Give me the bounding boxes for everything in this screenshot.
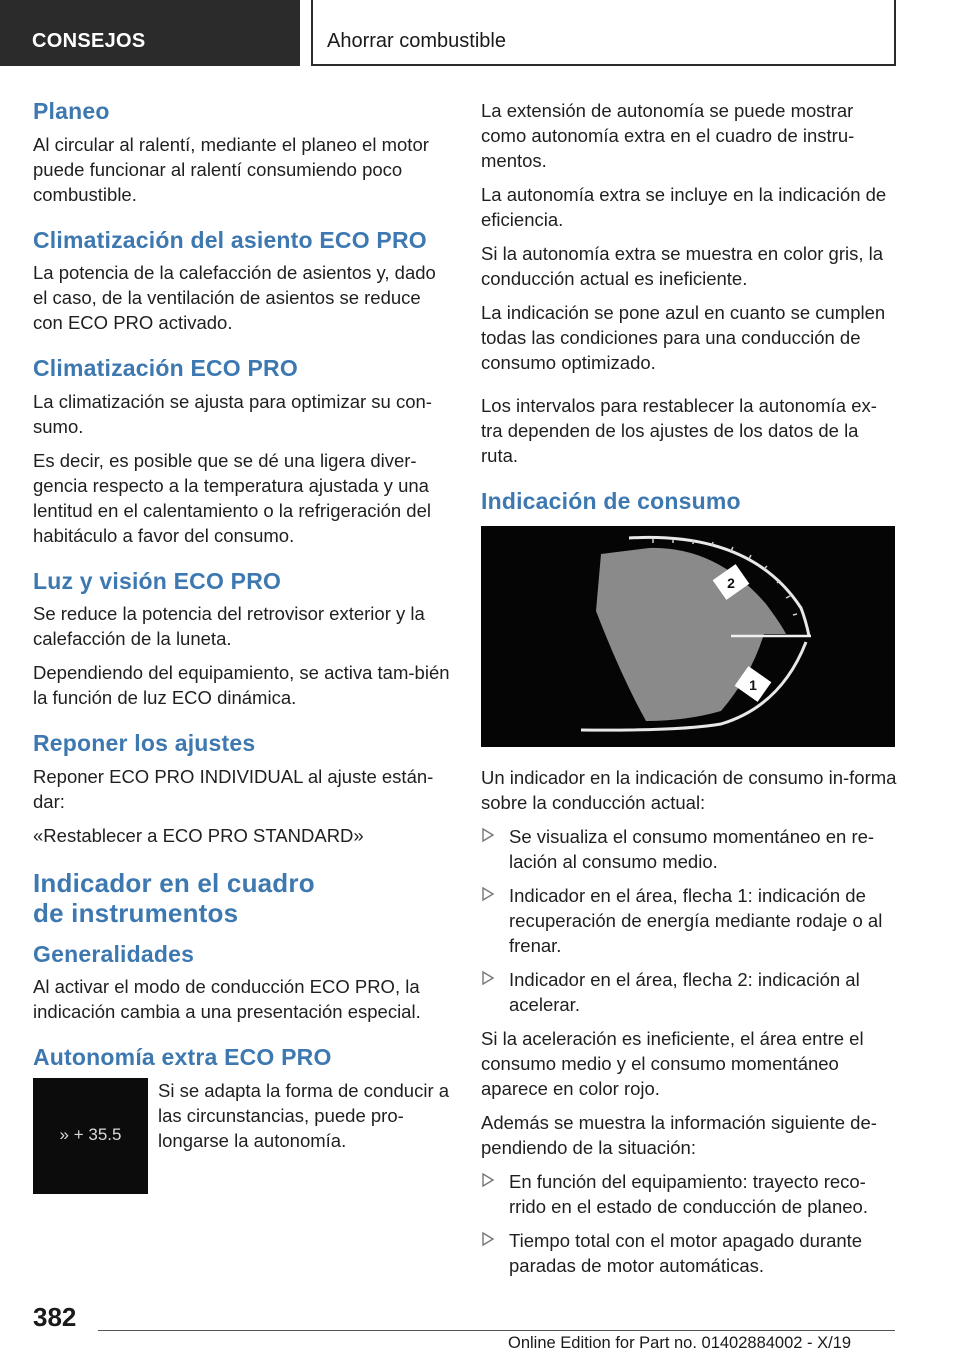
list-item-text: Indicador en el área, flecha 1: indicación de recuperación de energía mediante rodaje o al frenar.: [509, 884, 883, 956]
list-item: [481, 1228, 897, 1278]
heading-reponer-ajustes: Reponer los ajustes: [33, 730, 256, 757]
section-tab: CONSEJOS: [0, 0, 300, 66]
list-item: [481, 824, 897, 874]
triangle-bullet-icon: [481, 886, 495, 902]
consumption-gauge-image: [481, 526, 895, 747]
triangle-bullet-icon: [481, 1172, 495, 1188]
list-item: [481, 1169, 897, 1219]
asiento-text: La potencia de la calefacción de asientos y, dado el caso, de la ventilación de asientos se reduce con ECO PRO activado.: [33, 262, 436, 334]
triangle-bullet-icon: [481, 970, 495, 986]
eco-range-display-image: [33, 1078, 148, 1194]
generalidades-text: Al activar el modo de conducción ECO PRO, la indicación cambia a una presentación especial.: [33, 976, 421, 1023]
list-item-text: Se visualiza el consumo momentáneo en re-lación al consumo medio.: [509, 825, 875, 872]
reponer-text-2: «Restablecer a ECO PRO STANDARD»: [33, 824, 364, 846]
right-text-2: La autonomía extra se incluye en la indicación de eficiencia.: [481, 184, 887, 230]
luz-text-1: Se reduce la potencia del retrovisor exterior y la calefacción de la luneta.: [33, 603, 425, 650]
autonomia-row: [33, 1078, 451, 1194]
right-text-4: La indicación se pone azul en cuanto se cumplen todas las condiciones para una conducción de consumo optimizado.: [481, 302, 886, 373]
planeo-text: Al circular al ralentí, mediante el planeo el motor puede funcionar al ralentí consumiendo poco combustible.: [33, 133, 429, 205]
heading-indicador-cuadro: [33, 868, 451, 929]
left-column: [33, 98, 451, 1194]
gauge-arrow-2-label: 2: [727, 574, 735, 591]
reponer-text-1: Reponer ECO PRO INDIVIDUAL al ajuste están-dar:: [33, 765, 434, 812]
gauge-arrow-1-label: 1: [749, 676, 757, 693]
consumption-gauge-graphic: [481, 526, 895, 747]
eco-range-display-text: » + 35.5: [59, 1124, 122, 1144]
clima-text-1: La climatización se ajusta para optimizar su con-sumo.: [33, 390, 432, 437]
right-text-3: Si la autonomía extra se muestra en color gris, la conducción actual es ineficiente.: [481, 243, 884, 289]
bullet-list-a: [481, 824, 897, 1017]
bullet-list-b: [481, 1169, 897, 1278]
right-text-1: La extensión de autonomía se puede mostrar como autonomía extra en el cuadro de instru-mentos.: [481, 100, 855, 171]
heading-indicador-line-2: de instrumentos: [33, 898, 239, 929]
right-text-6: Un indicador en la indicación de consumo in-forma sobre la conducción actual:: [481, 766, 897, 813]
right-text-5: Los intervalos para restablecer la autonomía ex-tra dependen de los ajustes de los datos de la ruta.: [481, 395, 877, 466]
triangle-bullet-icon: [481, 1231, 495, 1247]
list-item-text: Tiempo total con el motor apagado durante paradas de motor automáticas.: [509, 1229, 863, 1276]
chapter-title: Ahorrar combustible: [311, 0, 896, 66]
heading-climatizacion-asiento: Climatización del asiento ECO PRO: [33, 226, 427, 253]
list-item: [481, 967, 897, 1017]
right-text-7: Si la aceleración es ineficiente, el área entre el consumo medio y el consumo momentáneo aparece en color rojo.: [481, 1027, 864, 1099]
list-item: [481, 883, 897, 958]
page-number: 382: [33, 1302, 77, 1332]
list-item-text: En función del equipamiento: trayecto reco-rrido en el estado de conducción de planeo.: [509, 1170, 868, 1217]
right-text-8: Además se muestra la información siguiente de-pendiendo de la situación:: [481, 1111, 877, 1158]
footer-edition: Online Edition for Part no. 01402884002 - X/19: [508, 1334, 852, 1352]
heading-planeo: Planeo: [33, 98, 110, 124]
footer-divider: [98, 1330, 895, 1331]
heading-indicacion-consumo: Indicación de consumo: [481, 488, 741, 514]
list-item-text: Indicador en el área, flecha 2: indicación al acelerar.: [509, 968, 860, 1015]
right-column: [481, 98, 897, 1287]
luz-text-2: Dependiendo del equipamiento, se activa tam-bién la función de luz ECO dinámica.: [33, 662, 450, 709]
heading-indicador-line-1: Indicador en el cuadro: [33, 867, 315, 898]
heading-generalidades: Generalidades: [33, 940, 195, 967]
page-header: [0, 0, 960, 66]
autonomia-text: Si se adapta la forma de conducir a las circunstancias, puede pro-longarse la autonomía.: [158, 1079, 450, 1151]
triangle-bullet-icon: [481, 827, 495, 843]
heading-climatizacion-eco-pro: Climatización ECO PRO: [33, 355, 298, 382]
heading-luz-vision: Luz y visión ECO PRO: [33, 567, 282, 594]
clima-text-2: Es decir, es posible que se dé una ligera diver-gencia respecto a la temperatura ajustada y una lentitud en el calentamiento o la refrigeración del habitáculo a favor del consumo.: [33, 449, 431, 546]
heading-autonomia-extra: Autonomía extra ECO PRO: [33, 1044, 332, 1071]
